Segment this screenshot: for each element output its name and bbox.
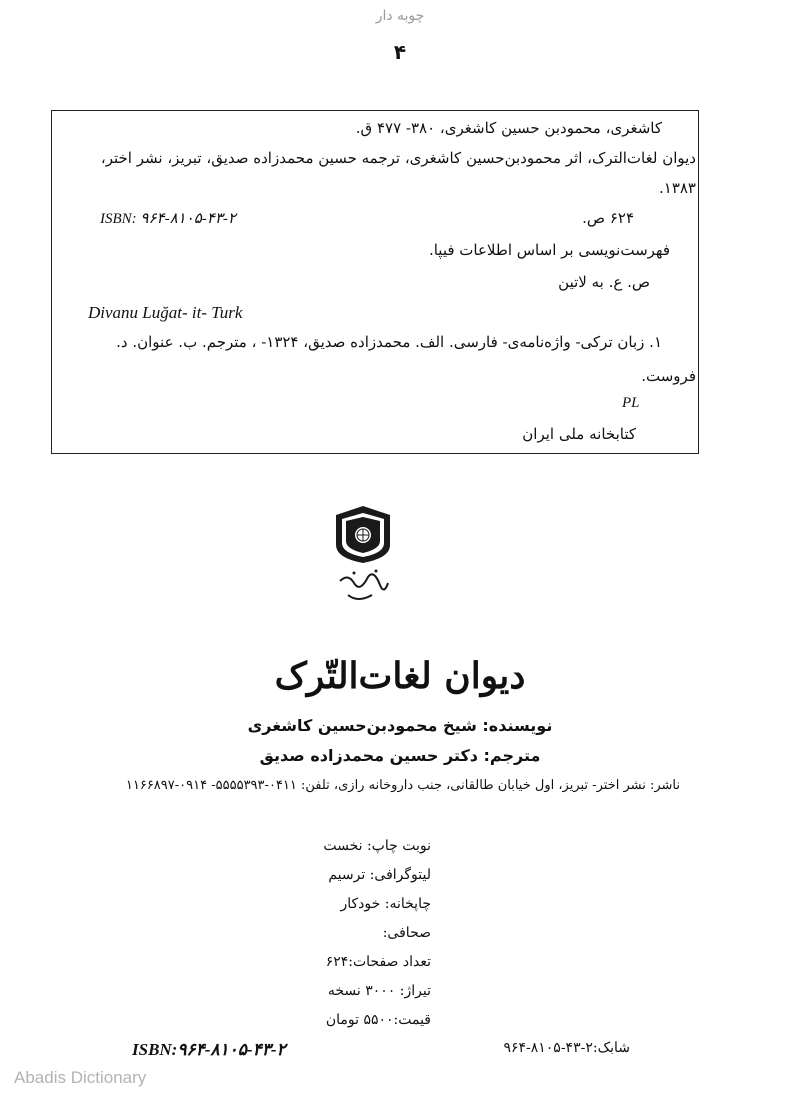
print-edition: نوبت چاپ: نخست bbox=[323, 838, 431, 854]
translator-line: مترجم: دکتر حسین محمدزاده صدیق bbox=[259, 746, 541, 765]
print-run: تیراژ: ۳۰۰۰ نسخه bbox=[327, 983, 431, 999]
catalog-library: کتابخانه ملی ایران bbox=[522, 425, 636, 443]
shabak-line: شابک:۲-۴۳-۸۱۰۵-۹۶۴ bbox=[503, 1040, 630, 1056]
publisher-line: ناشر: نشر اختر- تبریز، اول خیابان طالقانی، جنب داروخانه رازی، تلفن: ۰۴۱۱-۵۵۵۵۳۹۳- ۰۹۱۴-۱۱۶۶۸۹۷ bbox=[125, 778, 680, 793]
catalog-author-line: کاشغری، محمودبن حسین کاشغری، ۳۸۰- ۴۷۷ ق. bbox=[355, 119, 662, 137]
catalog-subject-line: ۱. زبان ترکی- واژه‌نامه‌ی- فارسی. الف. محمدزاده صدیق، ۱۳۲۴- ، مترجم. ب. عنوان. د. bbox=[116, 333, 662, 351]
publisher-logo bbox=[328, 503, 398, 618]
catalog-fipa: فهرست‌نویسی بر اساس اطلاعات فیپا. bbox=[428, 241, 670, 259]
catalog-isbn: ISBN: ۹۶۴-۸۱۰۵-۴۳-۲ bbox=[100, 211, 236, 227]
catalog-subject-cont: فروست. bbox=[641, 367, 696, 385]
print-litho: لیتوگرافی: ترسیم bbox=[328, 867, 431, 883]
book-globe-icon bbox=[328, 503, 398, 618]
print-press: چاپخانه: خودکار bbox=[340, 896, 431, 912]
author-line: نویسنده: شیخ محمودبن‌حسین کاشغری bbox=[247, 716, 553, 735]
catalog-title-line: دیوان لغات‌الترک، اثر محمودبن‌حسین کاشغری، ترجمه حسین محمدزاده صدیق، تبریز، نشر اختر، bbox=[100, 149, 696, 167]
catalog-latin-title: Divanu Luğat- it- Turk bbox=[88, 303, 243, 322]
page-number: ۴ bbox=[393, 40, 407, 64]
header-note: چوبه دار bbox=[375, 8, 425, 24]
catalog-year-line: ۱۳۸۳. bbox=[658, 179, 696, 197]
print-price: قیمت:۵۵۰۰ تومان bbox=[325, 1012, 431, 1028]
catalog-pages: ۶۲۴ ص. bbox=[582, 209, 634, 227]
watermark: Abadis Dictionary bbox=[14, 1068, 147, 1087]
catalog-latin-note: ص. ع. به لاتین bbox=[558, 273, 650, 291]
catalog-pl: PL bbox=[622, 395, 640, 411]
print-binding: صحافی: bbox=[382, 925, 431, 941]
book-title: دیوان لغات‌التّرک bbox=[274, 655, 526, 697]
print-pages: تعداد صفحات:۶۲۴ bbox=[325, 954, 431, 970]
isbn-bottom: ISBN:۹۶۴-۸۱۰۵-۴۳-۲ bbox=[132, 1040, 286, 1059]
catalog-card bbox=[51, 110, 699, 454]
